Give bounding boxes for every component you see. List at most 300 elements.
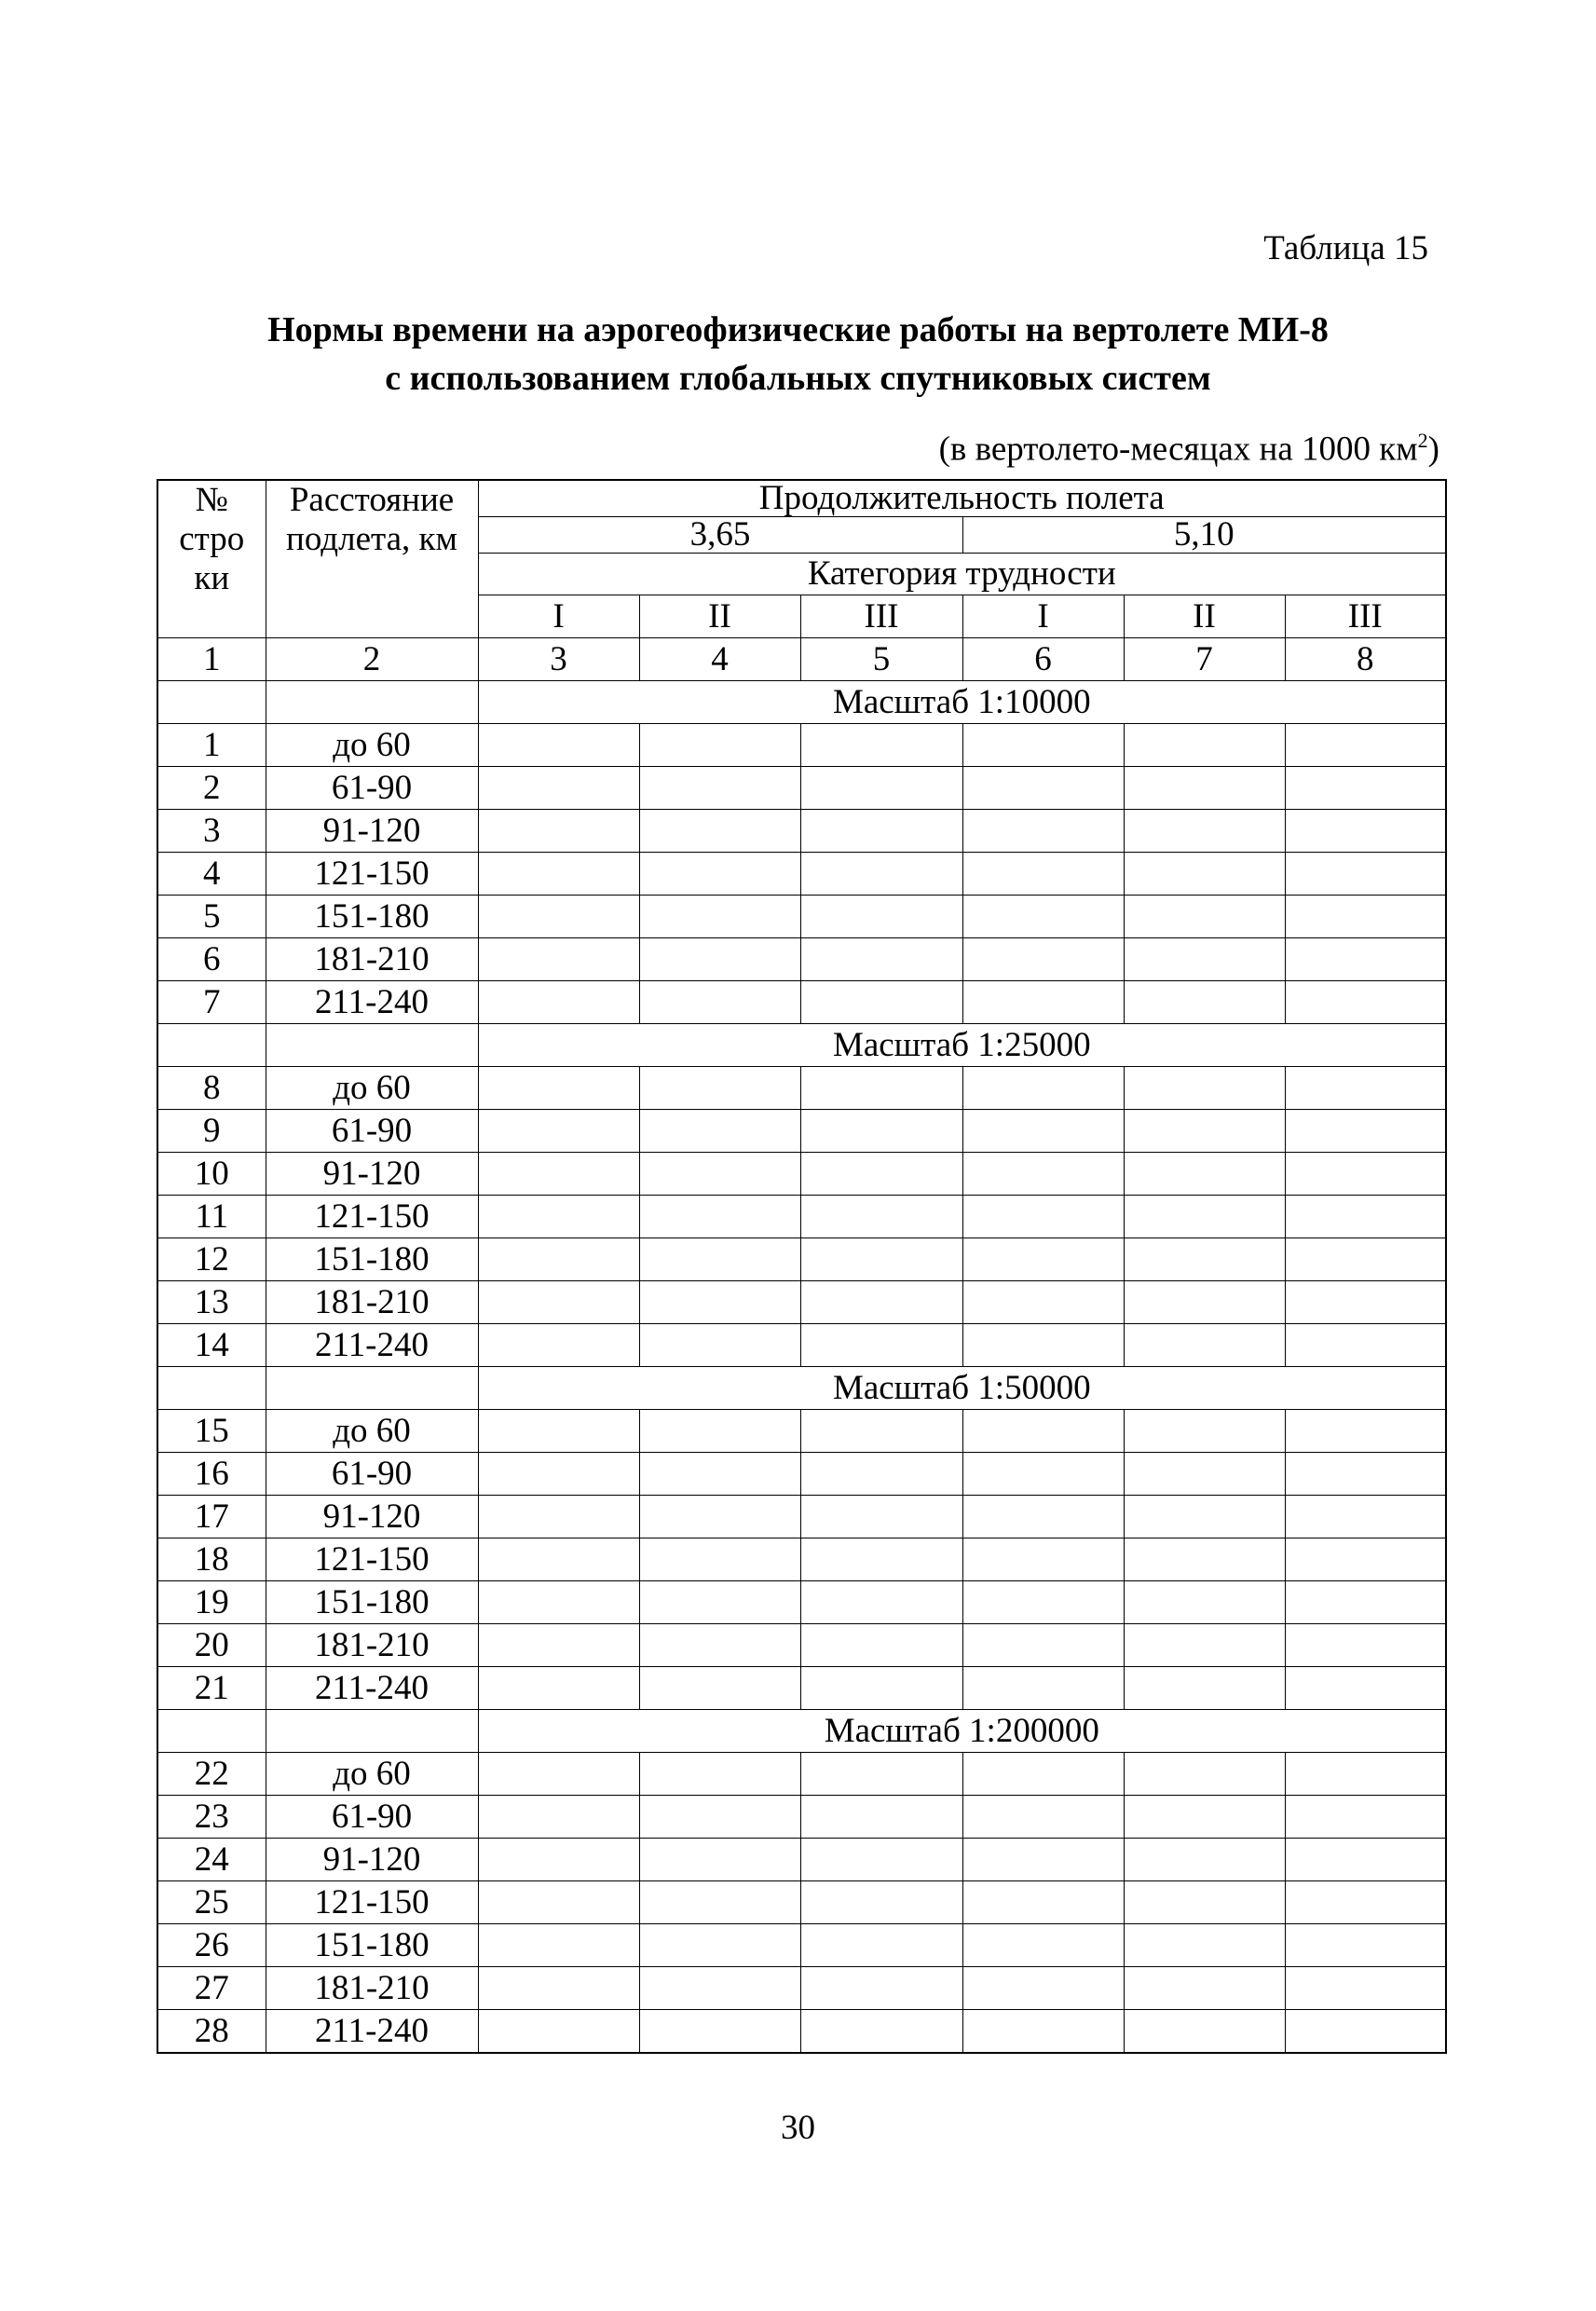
section-row — [157, 1710, 1446, 1753]
table-row — [157, 1839, 1446, 1881]
table-row — [157, 1410, 1446, 1453]
value-cell — [1124, 1453, 1285, 1496]
value-cell — [962, 810, 1124, 853]
value-cell — [962, 724, 1124, 767]
row-number-cell: 6 — [157, 938, 266, 981]
value-cell — [962, 1196, 1124, 1238]
table-row — [157, 1238, 1446, 1281]
row-number-cell: 14 — [157, 1324, 266, 1367]
duration-5-10: 5,10 — [962, 517, 1446, 554]
value-cell — [639, 1624, 800, 1667]
distance-cell: 181-210 — [266, 938, 478, 981]
table-row — [157, 1496, 1446, 1538]
value-cell — [800, 1538, 962, 1581]
value-cell — [639, 853, 800, 896]
value-cell — [639, 1281, 800, 1324]
table-row — [157, 2010, 1446, 2054]
duration-3-65: 3,65 — [478, 517, 962, 554]
value-cell — [1124, 1839, 1285, 1881]
section-title: Масштаб 1:50000 — [478, 1367, 1446, 1410]
value-cell — [962, 1667, 1124, 1710]
value-cell — [962, 1538, 1124, 1581]
table-row — [157, 1967, 1446, 2010]
value-cell — [800, 767, 962, 810]
value-cell — [478, 767, 639, 810]
value-cell — [1285, 1581, 1446, 1624]
value-cell — [478, 1196, 639, 1238]
row-number-cell: 23 — [157, 1796, 266, 1839]
table-row — [157, 1110, 1446, 1153]
value-cell — [962, 1238, 1124, 1281]
value-cell — [639, 1196, 800, 1238]
table-row — [157, 1667, 1446, 1710]
value-cell — [1124, 1324, 1285, 1367]
difficulty-header: Категория трудности — [478, 554, 1446, 595]
value-cell — [478, 1581, 639, 1624]
table-row — [157, 938, 1446, 981]
table-row — [157, 1924, 1446, 1967]
value-cell — [1124, 1753, 1285, 1796]
category-cell: II — [1124, 595, 1285, 638]
value-cell — [962, 1967, 1124, 2010]
distance-cell: 121-150 — [266, 1196, 478, 1238]
column-number-cell: 3 — [478, 638, 639, 681]
value-cell — [962, 1796, 1124, 1839]
row-number-cell: 13 — [157, 1281, 266, 1324]
value-cell — [639, 1881, 800, 1924]
value-cell — [1285, 1110, 1446, 1153]
value-cell — [478, 981, 639, 1024]
value-cell — [639, 2010, 800, 2054]
row-number-cell: 20 — [157, 1624, 266, 1667]
section-empty-cell — [266, 1024, 478, 1067]
value-cell — [478, 2010, 639, 2054]
row-number-cell: 15 — [157, 1410, 266, 1453]
value-cell — [1285, 724, 1446, 767]
value-cell — [1124, 2010, 1285, 2054]
value-cell — [639, 1839, 800, 1881]
value-cell — [800, 1410, 962, 1453]
distance-cell: 151-180 — [266, 1581, 478, 1624]
value-cell — [1285, 1753, 1446, 1796]
row-number-cell: 17 — [157, 1496, 266, 1538]
units-close: ) — [1427, 430, 1439, 469]
value-cell — [639, 1496, 800, 1538]
column-number-cell: 6 — [962, 638, 1124, 681]
value-cell — [639, 981, 800, 1024]
distance-cell: до 60 — [266, 1410, 478, 1453]
value-cell — [1285, 767, 1446, 810]
row-number-cell: 4 — [157, 853, 266, 896]
value-cell — [1285, 2010, 1446, 2054]
value-cell — [800, 724, 962, 767]
value-cell — [800, 1924, 962, 1967]
table-row — [157, 1881, 1446, 1924]
table-row — [157, 1196, 1446, 1238]
units-note — [939, 429, 1439, 469]
value-cell — [962, 1324, 1124, 1367]
table-row — [157, 981, 1446, 1024]
value-cell — [800, 896, 962, 938]
value-cell — [478, 1238, 639, 1281]
value-cell — [1285, 1667, 1446, 1710]
value-cell — [962, 1924, 1124, 1967]
units-superscript: 2 — [1417, 429, 1428, 452]
value-cell — [639, 1067, 800, 1110]
distance-cell: 121-150 — [266, 1881, 478, 1924]
value-cell — [1285, 1067, 1446, 1110]
row-number-cell: 24 — [157, 1839, 266, 1881]
value-cell — [639, 1153, 800, 1196]
value-cell — [800, 1796, 962, 1839]
title-line-2: с использованием глобальных спутниковых систем — [385, 359, 1211, 398]
distance-cell: 91-120 — [266, 1839, 478, 1881]
section-empty-cell — [266, 1367, 478, 1410]
section-empty-cell — [157, 1024, 266, 1067]
value-cell — [1285, 1410, 1446, 1453]
value-cell — [1124, 1667, 1285, 1710]
row-number-cell: 19 — [157, 1581, 266, 1624]
value-cell — [962, 767, 1124, 810]
value-cell — [1124, 1496, 1285, 1538]
table-row — [157, 1581, 1446, 1624]
value-cell — [800, 938, 962, 981]
value-cell — [800, 853, 962, 896]
section-row — [157, 1024, 1446, 1067]
value-cell — [1285, 1538, 1446, 1581]
value-cell — [962, 1453, 1124, 1496]
value-cell — [1285, 938, 1446, 981]
column-number-row — [157, 638, 1446, 681]
duration-header: Продолжительность полета — [478, 480, 1446, 517]
value-cell — [639, 810, 800, 853]
value-cell — [800, 981, 962, 1024]
value-cell — [639, 1924, 800, 1967]
value-cell — [1285, 1839, 1446, 1881]
value-cell — [1124, 1624, 1285, 1667]
distance-cell: 151-180 — [266, 1924, 478, 1967]
value-cell — [962, 1281, 1124, 1324]
value-cell — [478, 724, 639, 767]
distance-cell: до 60 — [266, 724, 478, 767]
distance-cell: 91-120 — [266, 810, 478, 853]
value-cell — [1285, 1967, 1446, 2010]
value-cell — [478, 938, 639, 981]
value-cell — [962, 1496, 1124, 1538]
value-cell — [1124, 1581, 1285, 1624]
value-cell — [1124, 1238, 1285, 1281]
table-row — [157, 810, 1446, 853]
column-number-cell: 2 — [266, 638, 478, 681]
value-cell — [1124, 767, 1285, 810]
value-cell — [962, 1753, 1124, 1796]
value-cell — [1124, 1196, 1285, 1238]
distance-cell: 121-150 — [266, 1538, 478, 1581]
distance-header-line: подлета, км — [286, 520, 457, 558]
distance-cell: 91-120 — [266, 1153, 478, 1196]
value-cell — [1124, 810, 1285, 853]
distance-cell: 121-150 — [266, 853, 478, 896]
value-cell — [1285, 1924, 1446, 1967]
row-number-cell: 21 — [157, 1667, 266, 1710]
value-cell — [478, 1110, 639, 1153]
value-cell — [1124, 938, 1285, 981]
value-cell — [800, 2010, 962, 2054]
value-cell — [1124, 1281, 1285, 1324]
value-cell — [1285, 1624, 1446, 1667]
page-number: 30 — [781, 2109, 815, 2147]
value-cell — [962, 853, 1124, 896]
header-row-1 — [157, 480, 1446, 517]
value-cell — [962, 1624, 1124, 1667]
value-cell — [478, 1281, 639, 1324]
value-cell — [1124, 1153, 1285, 1196]
value-cell — [639, 1538, 800, 1581]
value-cell — [1124, 1067, 1285, 1110]
distance-cell: 211-240 — [266, 981, 478, 1024]
value-cell — [478, 1796, 639, 1839]
row-number-cell: 8 — [157, 1067, 266, 1110]
table-row — [157, 1281, 1446, 1324]
row-number-cell: 2 — [157, 767, 266, 810]
value-cell — [1124, 1410, 1285, 1453]
value-cell — [639, 1796, 800, 1839]
value-cell — [1285, 896, 1446, 938]
distance-header-line: Расстояние — [289, 481, 455, 519]
row-number-header-line: стро — [179, 520, 245, 558]
value-cell — [478, 1753, 639, 1796]
value-cell — [639, 1453, 800, 1496]
value-cell — [639, 1667, 800, 1710]
row-number-cell: 7 — [157, 981, 266, 1024]
distance-cell: 61-90 — [266, 767, 478, 810]
value-cell — [962, 981, 1124, 1024]
section-empty-cell — [157, 1367, 266, 1410]
value-cell — [800, 810, 962, 853]
column-number-cell: 1 — [157, 638, 266, 681]
row-number-cell: 16 — [157, 1453, 266, 1496]
value-cell — [962, 1067, 1124, 1110]
row-number-cell: 25 — [157, 1881, 266, 1924]
value-cell — [1124, 1796, 1285, 1839]
value-cell — [639, 896, 800, 938]
value-cell — [478, 1881, 639, 1924]
value-cell — [1124, 1538, 1285, 1581]
value-cell — [1285, 1881, 1446, 1924]
distance-cell: 61-90 — [266, 1453, 478, 1496]
document-title — [0, 306, 1596, 403]
table-row — [157, 853, 1446, 896]
table-row — [157, 1796, 1446, 1839]
value-cell — [478, 1067, 639, 1110]
value-cell — [800, 1067, 962, 1110]
table-row — [157, 1624, 1446, 1667]
table-label: Таблица 15 — [1263, 229, 1428, 267]
row-number-cell: 5 — [157, 896, 266, 938]
value-cell — [800, 1110, 962, 1153]
section-empty-cell — [266, 681, 478, 724]
row-number-cell: 18 — [157, 1538, 266, 1581]
distance-cell: 211-240 — [266, 1667, 478, 1710]
value-cell — [1124, 724, 1285, 767]
value-cell — [1285, 1453, 1446, 1496]
value-cell — [962, 1153, 1124, 1196]
distance-cell: 91-120 — [266, 1496, 478, 1538]
value-cell — [800, 1238, 962, 1281]
distance-cell: 211-240 — [266, 1324, 478, 1367]
table-row — [157, 1753, 1446, 1796]
row-number-cell: 10 — [157, 1153, 266, 1196]
table-row — [157, 1067, 1446, 1110]
value-cell — [639, 938, 800, 981]
value-cell — [1285, 1238, 1446, 1281]
section-empty-cell — [157, 1710, 266, 1753]
distance-cell: 151-180 — [266, 896, 478, 938]
distance-cell: 211-240 — [266, 2010, 478, 2054]
table-row — [157, 1453, 1446, 1496]
row-number-header-line: ки — [194, 559, 230, 597]
value-cell — [962, 896, 1124, 938]
value-cell — [1124, 1110, 1285, 1153]
value-cell — [962, 1881, 1124, 1924]
row-number-cell: 9 — [157, 1110, 266, 1153]
category-cell: II — [639, 595, 800, 638]
value-cell — [1124, 1967, 1285, 2010]
table-row — [157, 767, 1446, 810]
value-cell — [478, 1153, 639, 1196]
value-cell — [478, 1624, 639, 1667]
norms-table — [157, 479, 1447, 2054]
category-cell: III — [1285, 595, 1446, 638]
value-cell — [1124, 896, 1285, 938]
value-cell — [478, 1410, 639, 1453]
value-cell — [962, 1110, 1124, 1153]
value-cell — [800, 1839, 962, 1881]
value-cell — [478, 853, 639, 896]
distance-cell: до 60 — [266, 1067, 478, 1110]
value-cell — [478, 1538, 639, 1581]
value-cell — [639, 1238, 800, 1281]
column-number-cell: 8 — [1285, 638, 1446, 681]
value-cell — [1285, 1196, 1446, 1238]
table-row — [157, 1153, 1446, 1196]
distance-cell: 181-210 — [266, 1967, 478, 2010]
row-number-header — [157, 480, 266, 638]
value-cell — [1124, 1924, 1285, 1967]
value-cell — [478, 1496, 639, 1538]
row-number-cell: 1 — [157, 724, 266, 767]
value-cell — [478, 1967, 639, 2010]
category-cell: I — [962, 595, 1124, 638]
section-title: Масштаб 1:200000 — [478, 1710, 1446, 1753]
value-cell — [800, 1324, 962, 1367]
distance-header — [266, 480, 478, 638]
title-line-1: Нормы времени на аэрогеофизические работы на вертолете МИ-8 — [267, 310, 1329, 349]
value-cell — [800, 1153, 962, 1196]
value-cell — [800, 1753, 962, 1796]
row-number-cell: 27 — [157, 1967, 266, 2010]
distance-cell: 61-90 — [266, 1796, 478, 1839]
value-cell — [639, 724, 800, 767]
row-number-header-line: № — [195, 481, 228, 519]
section-row — [157, 1367, 1446, 1410]
table-row — [157, 1324, 1446, 1367]
row-number-cell: 11 — [157, 1196, 266, 1238]
value-cell — [962, 1839, 1124, 1881]
value-cell — [1124, 1881, 1285, 1924]
value-cell — [1285, 1324, 1446, 1367]
value-cell — [478, 810, 639, 853]
distance-cell: до 60 — [266, 1753, 478, 1796]
value-cell — [478, 896, 639, 938]
column-number-cell: 4 — [639, 638, 800, 681]
value-cell — [962, 2010, 1124, 2054]
value-cell — [478, 1453, 639, 1496]
value-cell — [800, 1624, 962, 1667]
value-cell — [800, 1453, 962, 1496]
value-cell — [1124, 853, 1285, 896]
value-cell — [1285, 810, 1446, 853]
value-cell — [800, 1496, 962, 1538]
value-cell — [639, 1324, 800, 1367]
section-empty-cell — [157, 681, 266, 724]
value-cell — [800, 1581, 962, 1624]
value-cell — [1124, 981, 1285, 1024]
value-cell — [1285, 981, 1446, 1024]
distance-cell: 61-90 — [266, 1110, 478, 1153]
section-row — [157, 681, 1446, 724]
row-number-cell: 22 — [157, 1753, 266, 1796]
value-cell — [1285, 1496, 1446, 1538]
value-cell — [478, 1924, 639, 1967]
column-number-cell: 5 — [800, 638, 962, 681]
section-title: Масштаб 1:10000 — [478, 681, 1446, 724]
section-title: Масштаб 1:25000 — [478, 1024, 1446, 1067]
column-number-cell: 7 — [1124, 638, 1285, 681]
value-cell — [1285, 1796, 1446, 1839]
value-cell — [800, 1881, 962, 1924]
value-cell — [639, 767, 800, 810]
value-cell — [478, 1667, 639, 1710]
value-cell — [639, 1581, 800, 1624]
units-text: (в вертолето-месяцах на 1000 км — [938, 430, 1418, 469]
table-row — [157, 1538, 1446, 1581]
value-cell — [962, 1410, 1124, 1453]
value-cell — [1285, 1281, 1446, 1324]
row-number-cell: 26 — [157, 1924, 266, 1967]
table-row — [157, 724, 1446, 767]
value-cell — [800, 1967, 962, 2010]
value-cell — [639, 1410, 800, 1453]
value-cell — [639, 1110, 800, 1153]
section-empty-cell — [266, 1710, 478, 1753]
row-number-cell: 28 — [157, 2010, 266, 2054]
category-cell: I — [478, 595, 639, 638]
value-cell — [962, 938, 1124, 981]
distance-cell: 181-210 — [266, 1281, 478, 1324]
value-cell — [639, 1967, 800, 2010]
value-cell — [800, 1667, 962, 1710]
value-cell — [1285, 1153, 1446, 1196]
row-number-cell: 12 — [157, 1238, 266, 1281]
value-cell — [962, 1581, 1124, 1624]
value-cell — [800, 1196, 962, 1238]
value-cell — [1285, 853, 1446, 896]
value-cell — [800, 1281, 962, 1324]
value-cell — [478, 1324, 639, 1367]
table-row — [157, 896, 1446, 938]
value-cell — [639, 1753, 800, 1796]
